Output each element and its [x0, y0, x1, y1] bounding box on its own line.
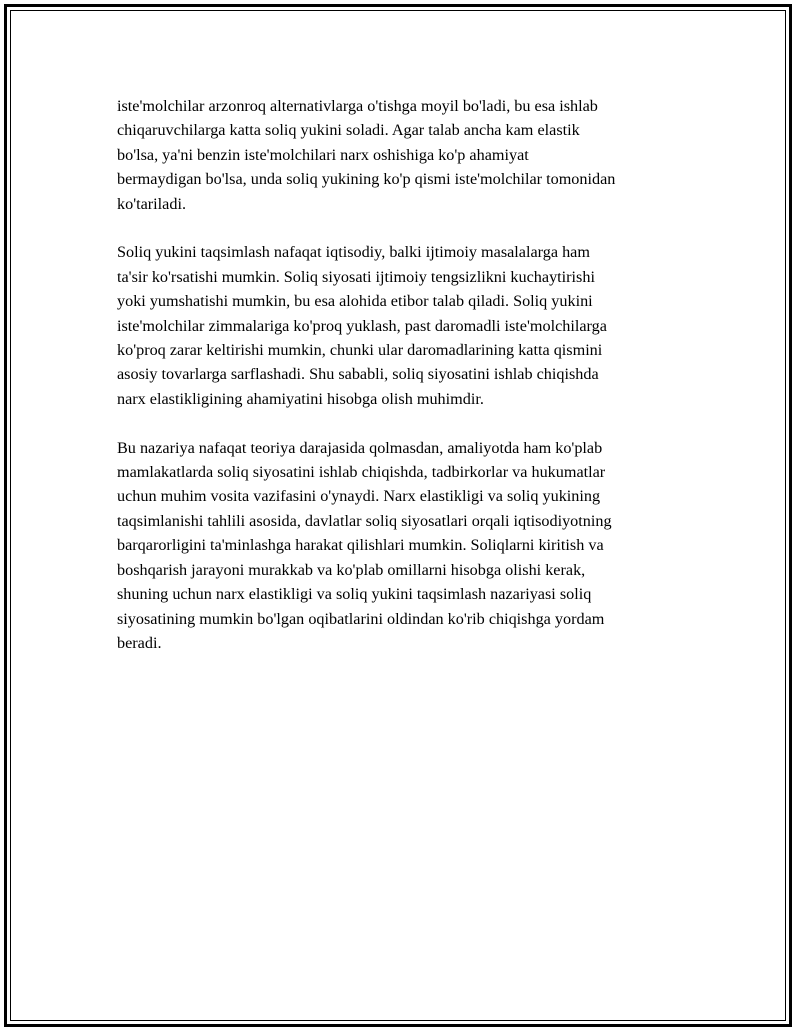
paragraph: Soliq yukini taqsimlash nafaqat iqtisodiy, balki ijtimoiy masalalarga ham ta'sir ko'rsatishi mumkin. Soliq siyosati ijtimoiy tengsizlikni kuchaytirishi yoki yumshatishi mumkin, bu esa alohida etibor talab qiladi. Soliq yukini iste'molchilar zimmalariga ko'proq yuklash, past daromadli iste'molchilarga ko'proq zarar keltirishi mumkin, chunki ular daromadlarining katta qismini asosiy tovarlarga sarflashadi. Shu sababli, soliq siyosatini ishlab chiqishda narx elastikligining ahamiyatini hisobga olish muhimdir. [117, 243, 607, 408]
paragraph: iste'molchilar arzonroq alternativlarga o'tishga moyil bo'ladi, bu esa ishlab chiqaruvchilarga katta soliq yukini soladi. Agar talab ancha kam elastik bo'lsa, ya'ni benzin iste'molchilari narx oshishiga ko'p ahamiyat bermaydigan bo'lsa, unda soliq yukining ko'p qismi iste'molchilar tomonidan ko'tariladi. [117, 97, 616, 213]
paragraph: Bu nazariya nafaqat teoriya darajasida qolmasdan, amaliyotda ham ko'plab mamlakatlarda soliq siyosatini ishlab chiqishda, tadbirkorlar va hukumatlar uchun muhim vosita vazifasini o'ynaydi. Narx elastikligi va soliq yukining taqsimlanishi tahlili asosida, davlatlar soliq siyosatlari orqali iqtisodiyotning barqarorligini ta'minlashga harakat qilishlari mumkin. Soliqlarni kiritish va boshqarish jarayoni murakkab va ko'plab omillarni hisobga olishi kerak, shuning uchun narx elastikligi va soliq yukini taqsimlash nazariyasi soliq siyosatining mumkin bo'lgan oqibatlarini oldindan ko'rib chiqishga yordam beradi. [117, 438, 612, 652]
document-body [117, 94, 697, 680]
